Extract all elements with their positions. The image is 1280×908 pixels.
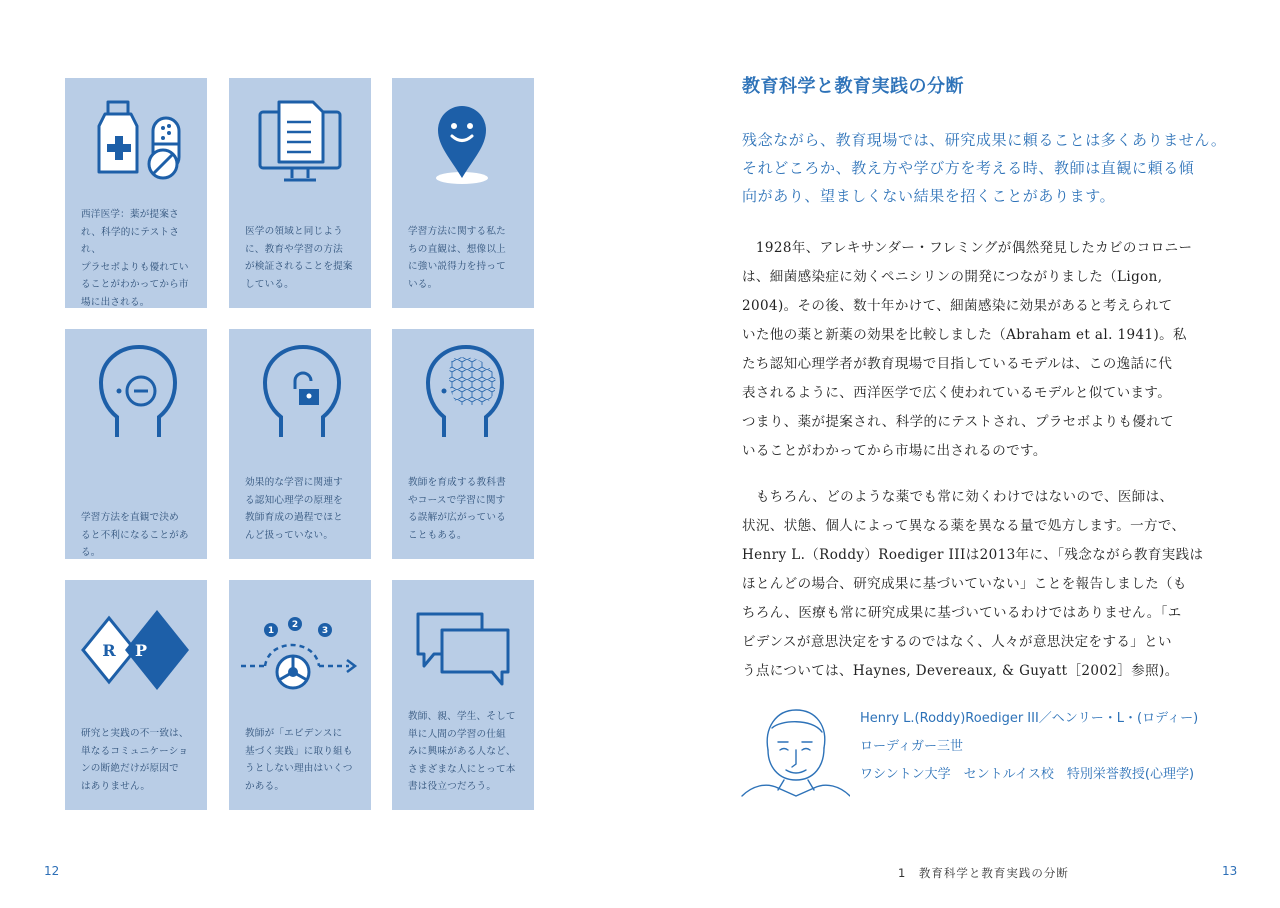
head-padlock-icon (229, 329, 371, 449)
card-caption: 教師を育成する教科書 やコースで学習に関す る誤解が広がっている こともある。 (408, 477, 506, 541)
running-head: 1 教育科学と教育実践の分断 (898, 866, 1069, 880)
body-line: Henry L.（Roddy）Roediger IIIは2013年に、「残念ながら教育実践は (742, 547, 1204, 563)
body-paragraph-1 (742, 234, 1222, 466)
body-line: 表されるように、西洋医学で広く使われているモデルと似ています。 (742, 385, 1172, 401)
card-5 (229, 329, 371, 559)
card-caption: 医学の領域と同じよう に、教育や学習の方法 が検証されることを提案 している。 (245, 226, 353, 290)
card-caption: 教師、親、学生、そして 単に人間の学習の仕組 みに興味がある人など、 さまざまな人にとって本 書は役立つだろう。 (408, 711, 516, 793)
card-caption: 西洋医学：薬が提案さ れ、科学的にテストされ、 プラセボよりも優れてい ることがわかってから市 場に出される。 (81, 209, 189, 308)
card-7 (65, 580, 207, 810)
body-line: ちろん、医療も常に研究成果に基づいているわけではありません。「エ (742, 605, 1182, 621)
medicine-bottle-pills-icon (65, 78, 207, 198)
author-name-line: Henry L.(Roddy)Roediger III／ヘンリー・L・(ロディー) (860, 711, 1199, 726)
left-page-number: 12 (44, 864, 60, 878)
body-line: いることがわかってから市場に出されるのです。 (742, 443, 1047, 459)
card-6 (392, 329, 534, 559)
speech-bubbles-icon (392, 580, 534, 700)
smiley-location-pin-icon (392, 78, 534, 198)
body-line: ビデンスが意思決定をするのではなく、人々が意思決定をする」とい (742, 634, 1172, 650)
lead-line: 向があり、望ましくない結果を招くことがあります。 (742, 187, 1116, 205)
chapter-title: 教育科学と教育実践の分断 (742, 76, 964, 97)
card-caption: 教師が「エビデンスに 基づく実践」に取り組も うとしない理由はいくつ かある。 (245, 728, 353, 792)
diamond-letter-r: R (102, 641, 116, 660)
body-line: たち認知心理学者が教育現場で目指しているモデルは、この逸話に代 (742, 356, 1173, 372)
author-portrait-illustration (738, 700, 850, 800)
process-steps-arrow-icon (229, 580, 371, 700)
step-2: 2 (291, 620, 299, 630)
body-line: う点については、Haynes, Devereaux, & Guyatt［2002］参照)。 (742, 663, 1179, 679)
card-2 (229, 78, 371, 308)
lead-paragraph (742, 126, 1227, 210)
author-name-japanese: ローディガー三世 (860, 739, 963, 754)
author-profile (860, 705, 1198, 789)
research-practice-diamonds-icon (65, 580, 207, 700)
step-1: 1 (267, 626, 275, 636)
card-caption: 学習方法を直観で決め ると不利になることがある。 (81, 512, 189, 559)
body-line: いた他の薬と新薬の効果を比較しました（Abraham et al. 1941)。私 (742, 327, 1187, 343)
body-line: つまり、薬が提案され、科学的にテストされ、プラセボよりも優れて (742, 414, 1174, 430)
right-page-number: 13 (1222, 864, 1238, 878)
head-minus-icon (65, 329, 207, 449)
head-brain-pattern-icon (392, 329, 534, 449)
diamond-letter-p: P (134, 641, 148, 660)
lead-line: それどころか、教え方や学び方を考える時、教師は直観に頼る傾 (742, 159, 1195, 177)
card-1 (65, 78, 207, 308)
body-line: は、細菌感染症に効くペニシリンの開発につながりました（Ligon, (742, 269, 1163, 285)
monitor-checklist-icon (229, 78, 371, 198)
card-caption: 研究と実践の不一致は、 単なるコミュニケーショ ンの断絶だけが原因で はありません。 (81, 728, 189, 792)
card-caption: 学習方法に関する私た ちの直観は、想像以上 に強い説得力を持って いる。 (408, 226, 506, 290)
step-3: 3 (321, 626, 329, 636)
card-caption: 効果的な学習に関連す る認知心理学の原理を 教師育成の過程でほと んど扱っていない。 (245, 477, 343, 541)
body-paragraph-2 (742, 483, 1222, 686)
body-line: 2004)。その後、数十年かけて、細菌感染に効果があると考えられて (742, 298, 1173, 314)
body-line: もちろん、どのような薬でも常に効くわけではないので、医師は、 (742, 489, 1174, 505)
body-line: 1928年、アレキサンダー・フレミングが偶然発見したカビのコロニー (742, 240, 1193, 256)
card-9 (392, 580, 534, 810)
card-4 (65, 329, 207, 559)
lead-line: 残念ながら、教育現場では、研究成果に頼ることは多くありません。 (742, 131, 1227, 149)
body-line: ほとんどの場合、研究成果に基づいていない」ことを報告しました（も (742, 576, 1187, 592)
author-affiliation: ワシントン大学 セントルイス校 特別栄誉教授(心理学) (860, 767, 1195, 782)
card-3 (392, 78, 534, 308)
card-8 (229, 580, 371, 810)
body-line: 状況、状態、個人によって異なる薬を異なる量で処方します。一方で、 (742, 518, 1186, 534)
